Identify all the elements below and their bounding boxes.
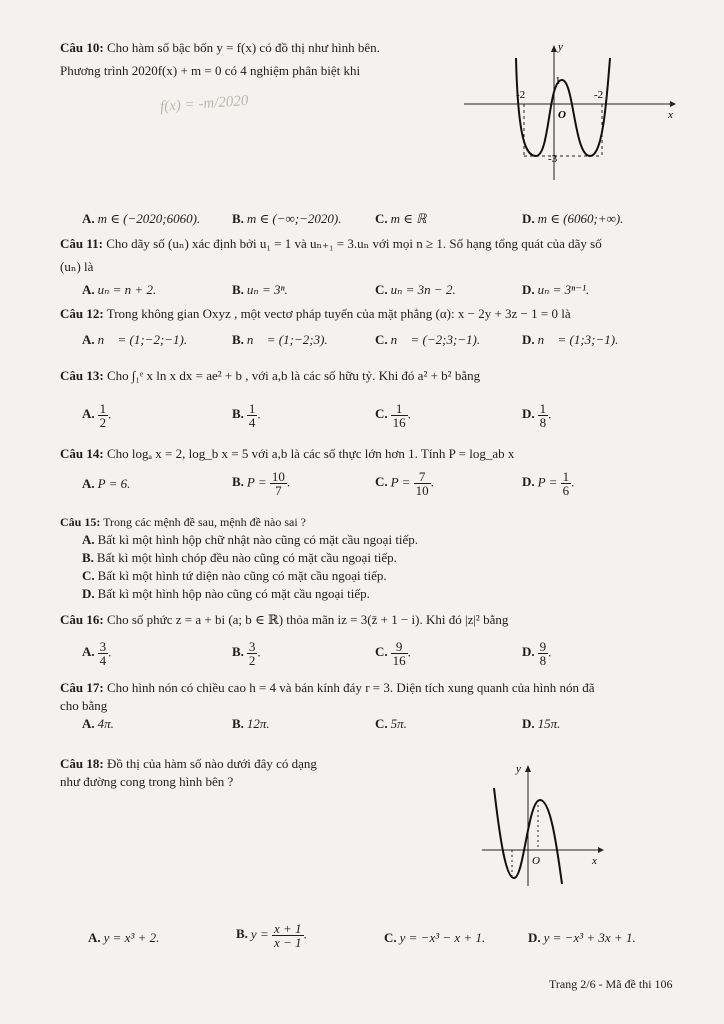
option-text: y = x³ + 2. <box>103 930 160 945</box>
option-letter: A. <box>82 282 95 297</box>
q15-line1 <box>60 514 306 530</box>
numerator: 9 <box>539 639 547 654</box>
numerator: 3 <box>99 639 107 654</box>
option-letter: C. <box>82 568 95 583</box>
q12-option-d[interactable] <box>522 332 618 348</box>
q18-origin: O <box>532 855 540 867</box>
option-letter: B. <box>232 332 244 347</box>
option-text: y = −x³ − x + 1. <box>399 930 486 945</box>
q16-option-c[interactable]: C. $\frac{9}{16}$ . <box>375 639 411 668</box>
q11-line2: (uₙ) là <box>60 259 94 274</box>
q18-text: Đồ thị của hàm số nào dưới đây có dạng <box>106 756 317 771</box>
option-text: Bất kì một hình chóp đều nào cũng có mặt cầu ngoại tiếp. <box>96 550 397 565</box>
option-letter: C. <box>375 474 388 490</box>
numerator: 1 <box>391 402 408 416</box>
q15-option-a[interactable] <box>82 532 418 548</box>
q18-option-d[interactable] <box>528 930 636 946</box>
option-letter: B. <box>82 550 94 565</box>
q15-option-d[interactable] <box>82 586 370 602</box>
q10-text: Cho hàm số bậc bốn y = f(x) có đồ thị như hình bên. <box>106 40 380 55</box>
denominator: 10 <box>415 483 429 498</box>
option-letter: B. <box>232 644 244 660</box>
option-letter: B. <box>232 716 244 731</box>
numerator: 7 <box>414 470 431 484</box>
option-letter: D. <box>522 406 535 422</box>
option-text: m ∈ (−2020;6060). <box>97 211 201 226</box>
numerator: 1 <box>539 401 547 416</box>
q13-option-d[interactable]: D. $\frac{1}{8}$ . <box>522 401 552 430</box>
denominator: 2 <box>248 653 256 668</box>
q17-line2: cho bằng <box>60 698 108 713</box>
option-text: uₙ = 3ⁿ⁻¹. <box>537 282 590 297</box>
option-text: 15π. <box>537 716 561 731</box>
denominator: 16 <box>392 415 406 430</box>
q17-option-a[interactable] <box>82 716 114 732</box>
denominator: 4 <box>248 415 256 430</box>
q18-x-label: x <box>592 855 597 867</box>
option-letter: D. <box>522 474 535 490</box>
q10-y-arrow <box>551 45 557 52</box>
q16-option-d[interactable]: D. $\frac{9}{8}$ . <box>522 639 552 668</box>
option-letter: C. <box>375 644 388 660</box>
q18-x-arrow <box>598 847 604 853</box>
q12-option-b[interactable] <box>232 332 328 348</box>
q11-option-d[interactable] <box>522 282 589 298</box>
q17-text: Cho hình nón có chiều cao h = 4 và bán kính đáy r = 3. Diện tích xung quanh của hình nón đã <box>106 680 595 695</box>
q12-option-a[interactable] <box>82 332 187 348</box>
option-text: m ∈ (−∞;−2020). <box>246 211 342 226</box>
q13-option-a[interactable]: A. $\frac{1}{2}$ . <box>82 401 112 430</box>
option-text: P = 6. <box>97 476 131 491</box>
q10-option-a[interactable] <box>82 211 200 227</box>
option-letter: D. <box>522 716 535 731</box>
option-letter: A. <box>82 476 95 491</box>
fraction <box>414 470 431 497</box>
q13-option-c[interactable]: C. $\frac{1}{16}$ . <box>375 401 411 430</box>
denominator: 8 <box>539 415 547 430</box>
q16-label: Câu 16: <box>60 612 104 627</box>
q14-label: Câu 14: <box>60 446 104 461</box>
option-text: n⃗ = (1;3;−1). <box>537 332 619 347</box>
fraction <box>272 922 304 949</box>
q12-label: Câu 12: <box>60 306 104 321</box>
fraction <box>98 640 109 667</box>
q10-line2: Phương trình 2020f(x) + m = 0 có 4 nghiệm phân biệt khi <box>60 63 361 78</box>
q18-line1 <box>60 756 317 772</box>
numerator: 1 <box>99 401 107 416</box>
q10-quartic-graph <box>456 40 682 190</box>
q14-line1 <box>60 446 514 462</box>
q18-y-label: y <box>516 763 521 775</box>
option-letter: A. <box>82 406 95 422</box>
option-text: n⃗ = (−2;3;−1). <box>390 332 481 347</box>
q14-text: Cho logₐ x = 2, log_b x = 5 với a,b là các số thực lớn hơn 1. Tính P = log_ab x <box>106 446 515 461</box>
q17-line1 <box>60 680 595 696</box>
option-letter: B. <box>232 282 244 297</box>
option-text: y = −x³ + 3x + 1. <box>543 930 636 945</box>
option-letter: C. <box>375 406 388 422</box>
q11-option-c[interactable] <box>375 282 456 298</box>
denominator: 2 <box>99 415 107 430</box>
q10-curve <box>516 58 610 156</box>
numerator: 10 <box>271 469 285 484</box>
q10-y-label: y <box>558 41 563 53</box>
q17-option-b[interactable] <box>232 716 270 732</box>
option-letter: A. <box>82 716 95 731</box>
q12-text: Trong không gian Oxyz , một vectơ pháp tuyến của mặt phẳng (α): x − 2y + 3z − 1 = 0 là <box>106 306 571 321</box>
q10-origin: O <box>558 109 566 121</box>
q10-option-b[interactable] <box>232 211 341 227</box>
denominator: 4 <box>99 653 107 668</box>
q15-text: Trong các mệnh đề sau, mệnh đề nào sai ? <box>103 515 306 529</box>
option-text: uₙ = 3n − 2. <box>390 282 456 297</box>
q11-option-a[interactable] <box>82 282 156 298</box>
q10-option-c[interactable] <box>375 211 426 227</box>
option-letter: D. <box>528 930 541 945</box>
page-footer: Trang 2/6 - Mã đề thi 106 <box>549 977 673 991</box>
q10-option-d[interactable] <box>522 211 623 227</box>
option-letter: A. <box>82 532 95 547</box>
option-letter: C. <box>375 282 388 297</box>
fraction <box>391 402 408 429</box>
q18-option-a[interactable] <box>88 930 159 946</box>
q18-option-c[interactable] <box>384 930 485 946</box>
option-letter: A. <box>82 332 95 347</box>
q14-option-c[interactable]: C. P = $\frac{7}{10}$ . <box>375 469 434 498</box>
option-text: 5π. <box>390 716 407 731</box>
option-letter: A. <box>88 930 101 945</box>
q13-text: Cho ∫₁ᵉ x ln x dx = ae² + b , với a,b là các số hữu tỷ. Khi đó a² + b² bằng <box>106 368 481 383</box>
option-letter: B. <box>232 406 244 422</box>
option-prefix: y = <box>250 926 269 942</box>
q10-right-root: -2 <box>594 89 604 101</box>
option-prefix: P = <box>246 474 267 490</box>
denominator: 16 <box>392 653 406 668</box>
fraction <box>247 402 258 429</box>
q11-option-b[interactable] <box>232 282 288 298</box>
q12-option-c[interactable] <box>375 332 480 348</box>
fraction <box>561 470 572 497</box>
option-letter: B. <box>236 926 248 942</box>
q10-peak-label: 1 <box>555 75 561 87</box>
q14-option-d[interactable]: D. P = $\frac{1}{6}$ . <box>522 469 575 498</box>
option-prefix: P = <box>537 474 558 490</box>
q15-option-c[interactable] <box>82 568 387 584</box>
q12-line1 <box>60 306 571 322</box>
numerator: 1 <box>562 469 570 484</box>
option-letter: A. <box>82 211 95 226</box>
option-text: n⃗ = (1;−2;3). <box>246 332 328 347</box>
denominator: 7 <box>275 483 282 498</box>
q10-min-label: -3 <box>548 153 558 165</box>
option-letter: C. <box>375 716 388 731</box>
q13-option-b[interactable]: B. $\frac{1}{4}$ . <box>232 401 261 430</box>
q10-line1 <box>60 40 380 56</box>
denominator: x − 1 <box>273 935 302 950</box>
option-letter: D. <box>522 332 535 347</box>
q18-option-b[interactable]: B. y = $\frac{x + 1}{x - 1}$ . <box>236 921 307 950</box>
option-text: 12π. <box>246 716 270 731</box>
q14-option-b[interactable]: B. P = $\frac{10}{7}$ . <box>232 469 291 498</box>
q13-line1 <box>60 368 480 384</box>
q18-cubic-graph <box>478 760 618 890</box>
option-letter: C. <box>384 930 397 945</box>
q10-handwriting: f(x) = -m/2020 <box>159 92 249 116</box>
option-letter: B. <box>232 211 244 226</box>
q10-label: Câu 10: <box>60 40 104 55</box>
q16-option-a[interactable]: A. $\frac{3}{4}$ . <box>82 639 112 668</box>
option-text: m ∈ (6060;+∞). <box>537 211 624 226</box>
fraction <box>538 640 549 667</box>
numerator: x + 1 <box>273 921 302 936</box>
q16-text: Cho số phức z = a + bi (a; b ∈ ℝ) thỏa mãn iz = 3(z̄ + 1 − i). Khi đó |z|² bằng <box>106 612 509 627</box>
denominator: 8 <box>539 653 547 668</box>
option-letter: C. <box>375 332 388 347</box>
numerator: 9 <box>391 640 408 654</box>
option-text: m ∈ ℝ <box>390 211 427 226</box>
q11-label: Câu 11: <box>60 236 103 251</box>
option-letter: D. <box>522 282 535 297</box>
q14-option-a[interactable] <box>82 476 130 492</box>
q11-text: Cho dãy số (uₙ) xác định bởi u₁ = 1 và uₙ₊₁ = 3.uₙ với mọi n ≥ 1. Số hạng tổng quát của dãy số <box>106 236 602 251</box>
q13-label: Câu 13: <box>60 368 104 383</box>
fraction <box>538 402 549 429</box>
q18-line2: như đường cong trong hình bên ? <box>60 774 234 789</box>
q18-y-arrow <box>525 765 531 772</box>
option-text: Bất kì một hình hộp nào cũng có mặt cầu ngoại tiếp. <box>97 586 370 601</box>
q15-option-b[interactable] <box>82 550 397 566</box>
fraction <box>98 402 109 429</box>
q18-label: Câu 18: <box>60 756 104 771</box>
option-letter: D. <box>522 644 535 660</box>
numerator: 1 <box>248 401 256 416</box>
q10-left-root: -2 <box>516 89 526 101</box>
fraction <box>247 640 258 667</box>
option-prefix: P = <box>390 474 411 490</box>
q16-option-b[interactable]: B. $\frac{3}{2}$ . <box>232 639 261 668</box>
option-letter: D. <box>522 211 535 226</box>
option-text: Bất kì một hình tứ diện nào cũng có mặt cầu ngoại tiếp. <box>97 568 387 583</box>
option-text: 4π. <box>97 716 114 731</box>
option-text: uₙ = 3ⁿ. <box>246 282 288 297</box>
fraction <box>391 640 408 667</box>
q10-x-label: x <box>668 109 673 121</box>
option-letter: A. <box>82 644 95 660</box>
q17-label: Câu 17: <box>60 680 104 695</box>
option-text: n⃗ = (1;−2;−1). <box>97 332 188 347</box>
option-text: Bất kì một hình hộp chữ nhật nào cũng có mặt cầu ngoại tiếp. <box>97 532 419 547</box>
option-text: uₙ = n + 2. <box>97 282 157 297</box>
option-letter: B. <box>232 474 244 490</box>
numerator: 3 <box>248 639 256 654</box>
q10-x-arrow <box>670 101 676 107</box>
fraction <box>270 470 287 497</box>
q17-option-d[interactable] <box>522 716 560 732</box>
option-letter: C. <box>375 211 388 226</box>
q15-label: Câu 15: <box>60 515 101 529</box>
option-letter: D. <box>82 586 95 601</box>
denominator: 6 <box>562 483 570 498</box>
q16-line1 <box>60 612 508 628</box>
q11-line1 <box>60 236 602 252</box>
q17-option-c[interactable] <box>375 716 407 732</box>
